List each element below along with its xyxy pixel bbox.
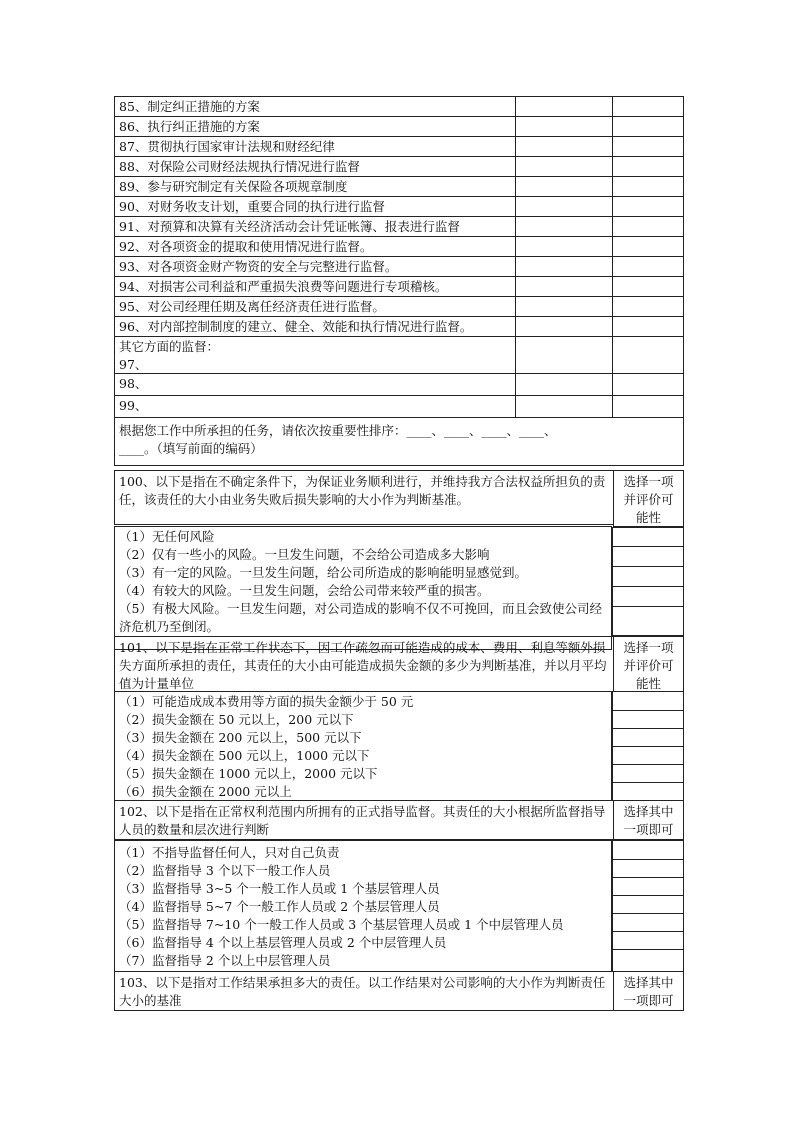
ranking-line-1[interactable]: 根据您工作中所承担的任务，请依次按重要性排序：____、____、____、____、 [119, 423, 557, 438]
answer-cell[interactable] [515, 395, 613, 418]
option-check-cell[interactable] [612, 728, 684, 747]
answer-cell[interactable] [515, 373, 613, 396]
item-text: 92、对各项资金的提取和使用情况进行监督。 [119, 239, 373, 254]
rating-cell[interactable] [612, 216, 684, 237]
item-row [114, 373, 516, 396]
option-1[interactable]: （1）无任何风险 [119, 529, 215, 544]
rating-cell[interactable] [612, 373, 684, 396]
instruction-text: 选择一项并评价可能性 [623, 474, 674, 525]
item-text: 96、对内部控制制度的建立、健全、效能和执行情况进行监督。 [119, 319, 473, 334]
option-check-cell[interactable] [612, 606, 684, 636]
question-100-prompt [114, 470, 614, 525]
option-check-cell[interactable] [612, 527, 684, 547]
item-row [114, 156, 516, 177]
option-4[interactable]: （4）监督指导 5~7 个一般工作人员或 2 个基层管理人员 [119, 899, 440, 914]
question-103-instruction [613, 971, 684, 1011]
prompt-text: 100、以下是指在不确定条件下，为保证业务顺利进行，并维持我方合法权益所担负的责任，该责任的大小由业务失败后损失影响的大小作为判断基准。 [119, 474, 606, 507]
option-check-cell[interactable] [612, 949, 684, 972]
option-check-cell[interactable] [612, 931, 684, 950]
option-4[interactable]: （4）有较大的风险。一旦发生问题，会给公司带来较严重的损害。 [119, 583, 490, 598]
item-text: 94、对损害公司利益和严重损失浪费等问题进行专项稽核。 [119, 279, 448, 294]
item-text: 85、制定纠正措施的方案 [119, 99, 260, 114]
instruction-text: 选择其中一项即可 [623, 804, 674, 837]
rating-cell[interactable] [612, 236, 684, 257]
blank-item-97: 97、 [119, 357, 148, 372]
option-3[interactable]: （3）有一定的风险。一旦发生问题，给公司所造成的影响能明显感觉到。 [119, 565, 527, 580]
answer-cell[interactable] [515, 156, 613, 177]
option-check-cell[interactable] [612, 746, 684, 765]
option-5[interactable]: （5）损失金额在 1000 元以上，2000 元以下 [119, 766, 378, 781]
question-102-instruction [613, 800, 684, 840]
question-102-options [114, 840, 612, 972]
ranking-row [114, 417, 684, 466]
rating-cell[interactable] [612, 176, 684, 197]
question-101-options [114, 691, 612, 801]
blank-item-98: 98、 [119, 376, 148, 391]
rating-cell[interactable] [612, 116, 684, 137]
answer-cell[interactable] [515, 176, 613, 197]
answer-cell[interactable] [515, 216, 613, 237]
item-row [114, 296, 516, 317]
rating-cell[interactable] [612, 96, 684, 117]
question-101-prompt [114, 636, 614, 692]
item-text: 89、参与研究制定有关保险各项规章制度 [119, 179, 348, 194]
prompt-text: 103、以下是指对工作结果承担多大的责任。以工作结果对公司影响的大小作为判断责任大小的基准 [119, 975, 606, 1008]
item-text: 87、贯彻执行国家审计法规和财经纪律 [119, 139, 335, 154]
item-text: 86、执行纠正措施的方案 [119, 119, 260, 134]
prompt-text: 102、以下是指在正常权利范围内所拥有的正式指导监督。其责任的大小根据所监督指导人员的数量和层次进行判断 [119, 804, 606, 837]
answer-cell[interactable] [515, 336, 613, 374]
rating-cell[interactable] [612, 316, 684, 337]
option-1[interactable]: （1）可能造成成本费用等方面的损失金额少于 50 元 [119, 694, 414, 709]
prompt-text: 101、以下是指在正常工作状态下，因工作疏忽而可能造成的成本、费用、利息等额外损失方面所承担的责任，其责任的大小由可能造成损失金额的多少为判断基准，并以月平均值为计量单位 [119, 640, 607, 691]
item-row [114, 196, 516, 217]
answer-cell[interactable] [515, 296, 613, 317]
option-check-cell[interactable] [612, 877, 684, 896]
option-check-cell[interactable] [612, 782, 684, 801]
option-7[interactable]: （7）监督指导 2 个以上中层管理人员 [119, 953, 331, 968]
item-row [114, 136, 516, 157]
item-row [114, 116, 516, 137]
option-1[interactable]: （1）不指导监督任何人，只对自己负责 [119, 845, 340, 860]
option-2[interactable]: （2）监督指导 3 个以下一般工作人员 [119, 863, 331, 878]
rating-cell[interactable] [612, 395, 684, 418]
rating-cell[interactable] [612, 336, 684, 374]
ranking-line-2[interactable]: ____。（填写前面的编码） [119, 441, 263, 456]
item-text: 93、对各项资金财产物资的安全与完整进行监督。 [119, 259, 398, 274]
rating-cell[interactable] [612, 276, 684, 297]
option-check-cell[interactable] [612, 840, 684, 860]
other-supervision-row [114, 336, 516, 374]
rating-cell[interactable] [612, 196, 684, 217]
question-103-prompt [114, 971, 614, 1011]
answer-cell[interactable] [515, 236, 613, 257]
item-row [114, 276, 516, 297]
question-102-prompt [114, 800, 614, 840]
answer-cell[interactable] [515, 276, 613, 297]
item-row [114, 236, 516, 257]
item-text: 88、对保险公司财经法规执行情况进行监督 [119, 159, 360, 174]
question-101-instruction [613, 636, 684, 692]
answer-cell[interactable] [515, 136, 613, 157]
answer-cell[interactable] [515, 116, 613, 137]
option-6[interactable]: （6）损失金额在 2000 元以上 [119, 784, 292, 799]
question-100-options [114, 526, 612, 650]
answer-cell[interactable] [515, 256, 613, 277]
item-text: 90、对财务收支计划，重要合同的执行进行监督 [119, 199, 385, 214]
instruction-text: 选择其中一项即可 [623, 975, 674, 1008]
item-row [114, 256, 516, 277]
answer-cell[interactable] [515, 96, 613, 117]
answer-cell[interactable] [515, 316, 613, 337]
instruction-text: 选择一项并评价可能性 [623, 640, 674, 691]
item-text: 95、对公司经理任期及离任经济责任进行监督。 [119, 299, 385, 314]
option-check-cell[interactable] [612, 586, 684, 607]
item-text: 91、对预算和决算有关经济活动会计凭证帐簿、报表进行监督 [119, 219, 460, 234]
option-3[interactable]: （3）损失金额在 200 元以上，500 元以下 [119, 730, 362, 745]
item-row [114, 395, 516, 418]
option-5[interactable]: （5）有极大风险。一旦发生问题，对公司造成的影响不仅不可挽回，而且会致使公司经济危机乃至倒闭。 [119, 601, 602, 634]
option-check-cell[interactable] [612, 764, 684, 783]
option-6[interactable]: （6）监督指导 4 个以上基层管理人员或 2 个中层管理人员 [119, 935, 447, 950]
blank-item-99: 99、 [119, 398, 148, 413]
option-check-cell[interactable] [612, 710, 684, 729]
question-100-instruction [613, 470, 684, 527]
option-check-cell[interactable] [612, 691, 684, 711]
other-heading: 其它方面的监督： [119, 339, 220, 354]
option-3[interactable]: （3）监督指导 3~5 个一般工作人员或 1 个基层管理人员 [119, 881, 440, 896]
option-5[interactable]: （5）监督指导 7~10 个一般工作人员或 3 个基层管理人员或 1 个中层管理人员 [119, 917, 564, 932]
rating-cell[interactable] [612, 136, 684, 157]
option-check-cell[interactable] [612, 895, 684, 914]
item-row [114, 96, 516, 117]
rating-cell[interactable] [612, 256, 684, 277]
item-row [114, 176, 516, 197]
item-row [114, 216, 516, 237]
rating-cell[interactable] [612, 156, 684, 177]
answer-cell[interactable] [515, 196, 613, 217]
option-2[interactable]: （2）损失金额在 50 元以上，200 元以下 [119, 712, 354, 727]
option-check-cell[interactable] [612, 566, 684, 587]
item-row [114, 316, 516, 337]
option-check-cell[interactable] [612, 859, 684, 878]
option-4[interactable]: （4）损失金额在 500 元以上，1000 元以下 [119, 748, 370, 763]
option-check-cell[interactable] [612, 546, 684, 567]
option-2[interactable]: （2）仅有一些小的风险。一旦发生问题，不会给公司造成多大影响 [119, 547, 490, 562]
rating-cell[interactable] [612, 296, 684, 317]
option-check-cell[interactable] [612, 913, 684, 932]
